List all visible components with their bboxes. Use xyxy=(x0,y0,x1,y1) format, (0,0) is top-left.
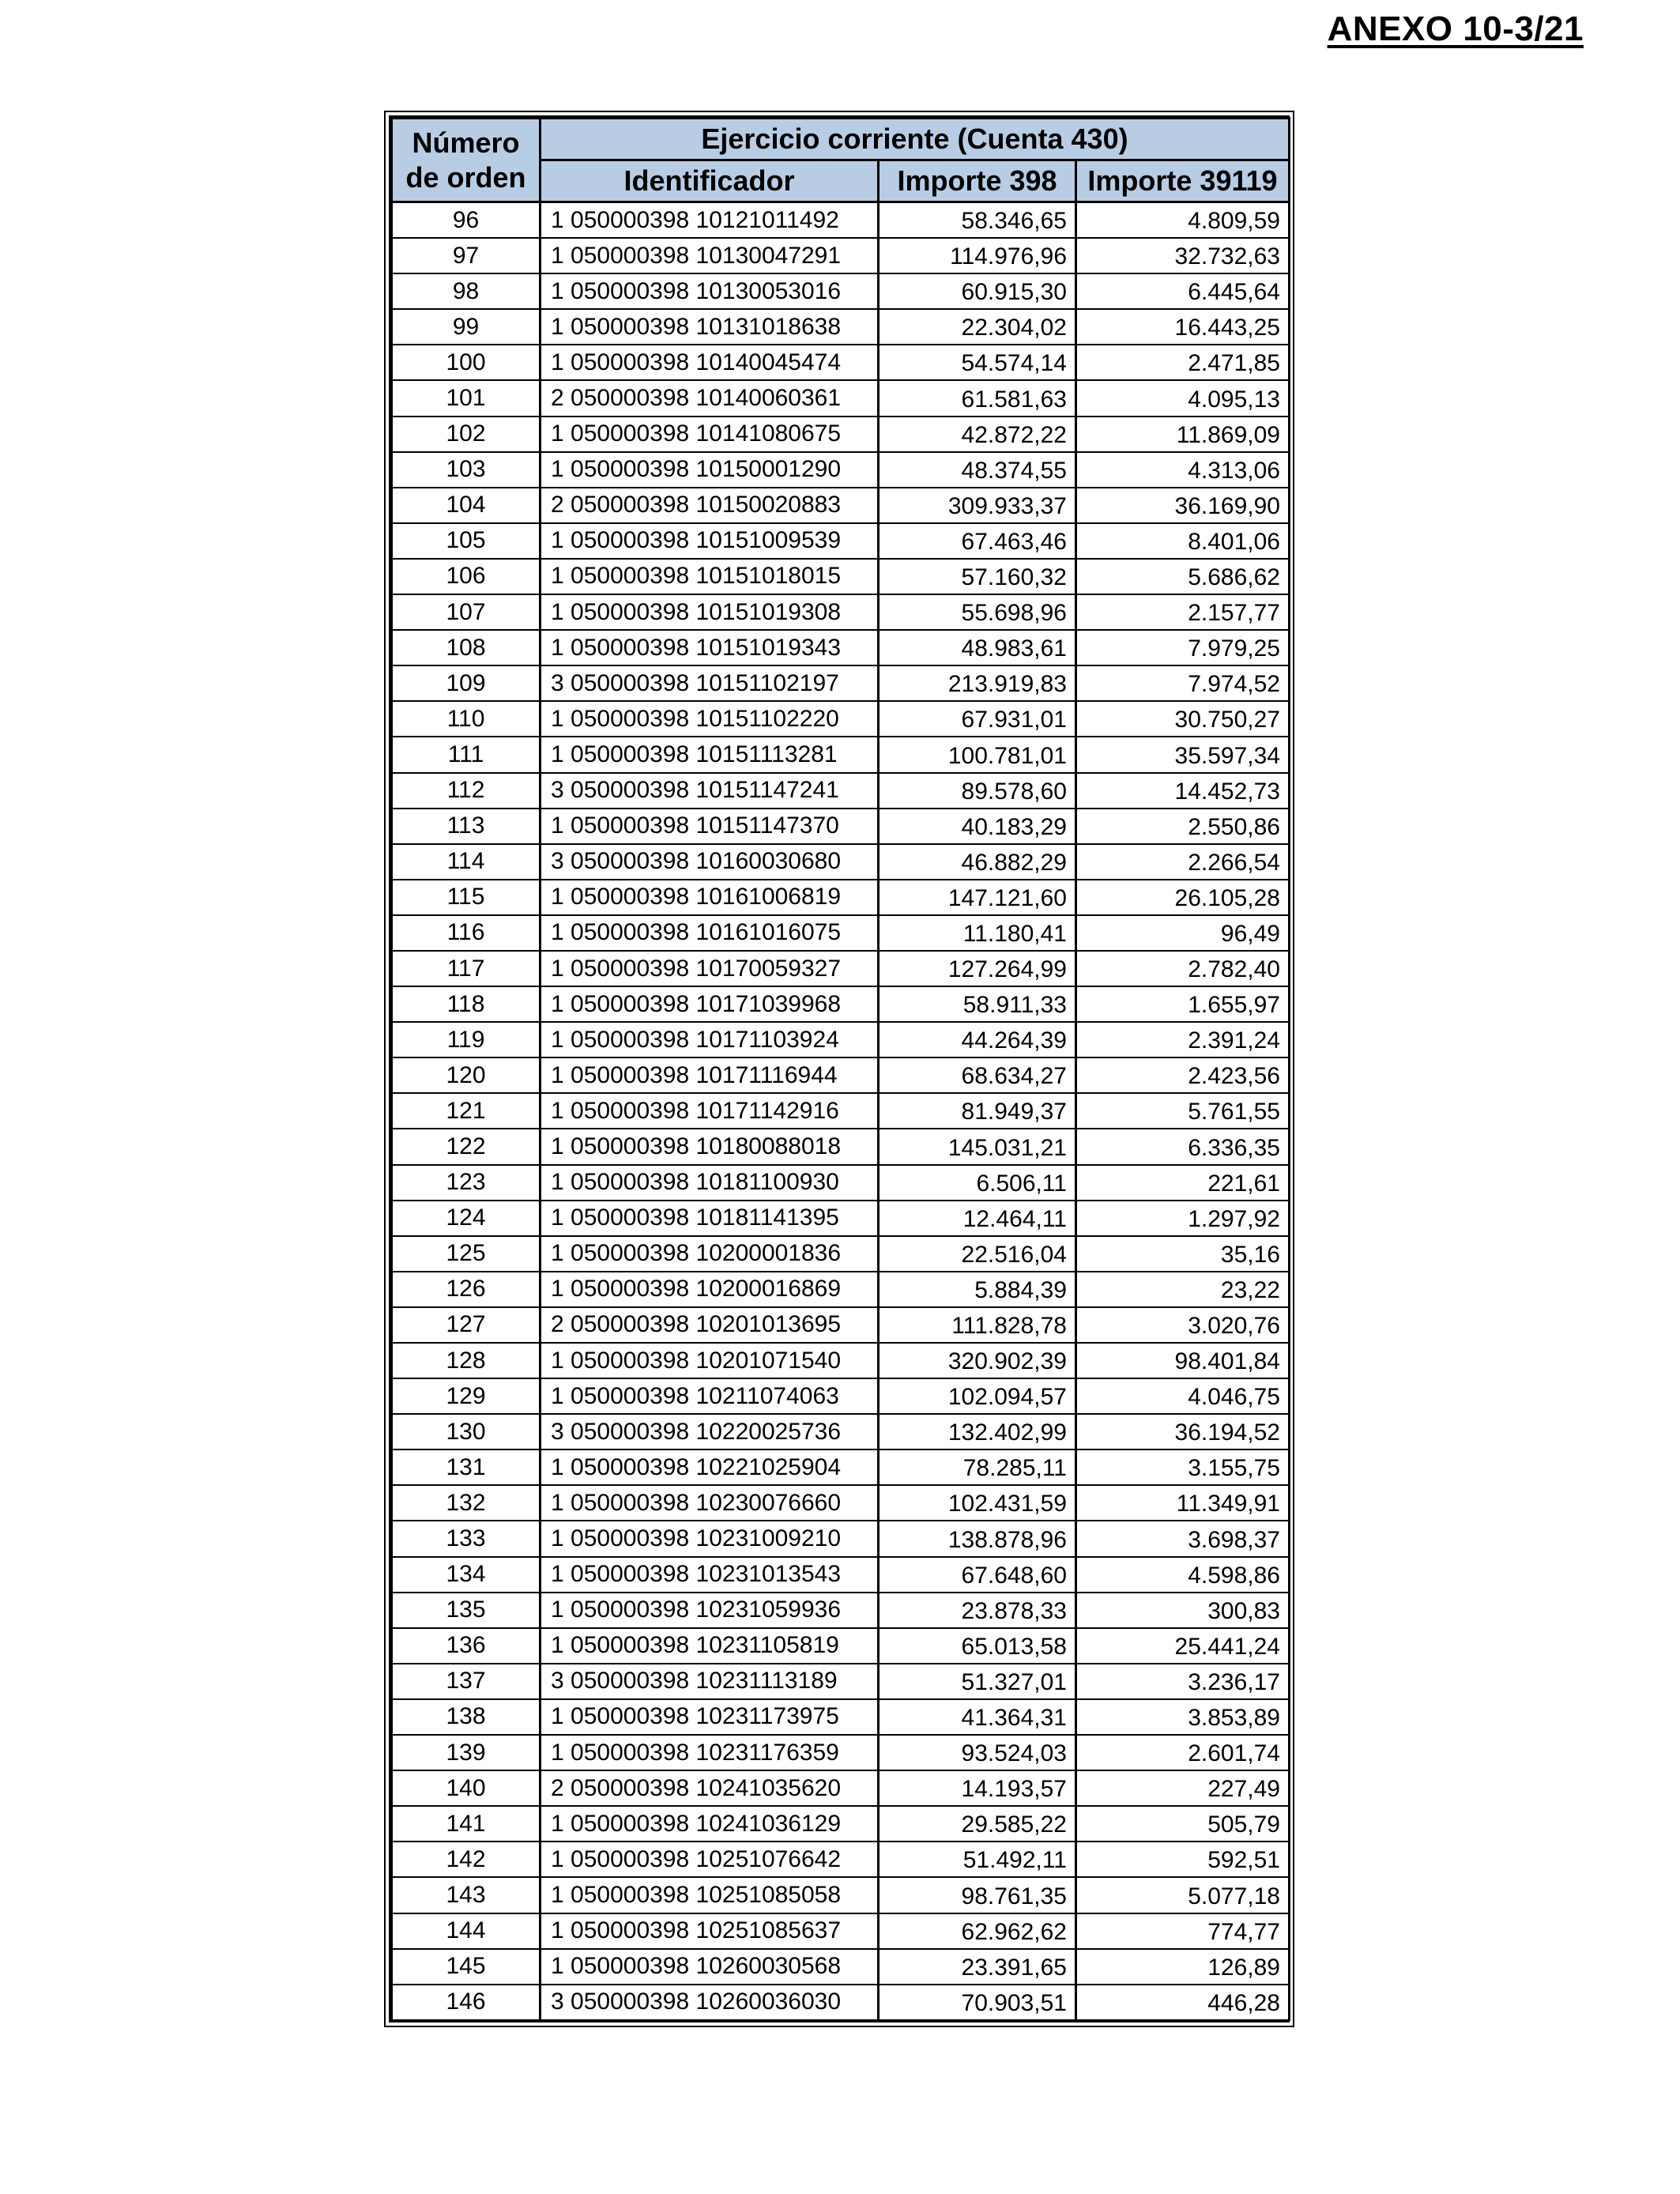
table-row xyxy=(392,1557,1290,1593)
header-group-title: Ejercicio corriente (Cuenta 430) xyxy=(541,119,1290,160)
cell-order-number: 98 xyxy=(392,273,541,309)
cell-amount-398: 67.463,46 xyxy=(879,523,1076,559)
table-row xyxy=(392,345,1290,380)
table-row xyxy=(392,773,1290,809)
cell-amount-39119: 2.471,85 xyxy=(1076,345,1290,380)
cell-identifier: 1 050000398 10161016075 xyxy=(541,915,879,951)
cell-amount-398: 46.882,29 xyxy=(879,844,1076,880)
table-row xyxy=(392,452,1290,488)
table-row xyxy=(392,630,1290,665)
cell-amount-39119: 4.313,06 xyxy=(1076,452,1290,488)
cell-amount-39119: 36.169,90 xyxy=(1076,488,1290,523)
cell-identifier: 1 050000398 10151018015 xyxy=(541,559,879,594)
cell-amount-39119: 5.077,18 xyxy=(1076,1877,1290,1913)
cell-identifier: 1 050000398 10181141395 xyxy=(541,1201,879,1236)
cell-identifier: 1 050000398 10231176359 xyxy=(541,1735,879,1770)
cell-identifier: 1 050000398 10151113281 xyxy=(541,737,879,772)
cell-amount-398: 145.031,21 xyxy=(879,1129,1076,1164)
cell-amount-398: 22.516,04 xyxy=(879,1236,1076,1272)
table-row xyxy=(392,1129,1290,1164)
cell-amount-39119: 2.391,24 xyxy=(1076,1022,1290,1057)
cell-identifier: 2 050000398 10150020883 xyxy=(541,488,879,523)
cell-identifier: 2 050000398 10241035620 xyxy=(541,1770,879,1806)
cell-amount-398: 78.285,11 xyxy=(879,1449,1076,1485)
cell-order-number: 108 xyxy=(392,630,541,665)
table-row xyxy=(392,1521,1290,1556)
cell-amount-398: 102.431,59 xyxy=(879,1485,1076,1521)
cell-identifier: 3 050000398 10260036030 xyxy=(541,1985,879,2020)
cell-amount-398: 41.364,31 xyxy=(879,1699,1076,1735)
cell-order-number: 123 xyxy=(392,1165,541,1201)
table-row xyxy=(392,1236,1290,1272)
cell-amount-398: 58.911,33 xyxy=(879,986,1076,1022)
table-row xyxy=(392,523,1290,559)
cell-identifier: 1 050000398 10171103924 xyxy=(541,1022,879,1057)
cell-amount-398: 23.391,65 xyxy=(879,1949,1076,1985)
cell-amount-398: 127.264,99 xyxy=(879,951,1076,986)
cell-identifier: 1 050000398 10221025904 xyxy=(541,1449,879,1485)
cell-amount-39119: 505,79 xyxy=(1076,1806,1290,1842)
cell-order-number: 118 xyxy=(392,986,541,1022)
cell-order-number: 100 xyxy=(392,345,541,380)
table-row xyxy=(392,1877,1290,1913)
cell-identifier: 2 050000398 10201013695 xyxy=(541,1307,879,1343)
cell-order-number: 105 xyxy=(392,523,541,559)
cell-identifier: 1 050000398 10241036129 xyxy=(541,1806,879,1842)
cell-identifier: 1 050000398 10231059936 xyxy=(541,1593,879,1628)
data-table-inner-frame xyxy=(389,115,1290,2022)
table-row xyxy=(392,238,1290,273)
cell-identifier: 1 050000398 10230076660 xyxy=(541,1485,879,1521)
cell-order-number: 109 xyxy=(392,665,541,701)
cell-amount-398: 81.949,37 xyxy=(879,1093,1076,1129)
cell-amount-39119: 5.761,55 xyxy=(1076,1093,1290,1129)
cell-identifier: 1 050000398 10211074063 xyxy=(541,1378,879,1414)
cell-amount-39119: 4.598,86 xyxy=(1076,1557,1290,1593)
cell-amount-39119: 14.452,73 xyxy=(1076,773,1290,809)
cell-amount-39119: 3.236,17 xyxy=(1076,1664,1290,1699)
cell-amount-39119: 8.401,06 xyxy=(1076,523,1290,559)
cell-order-number: 121 xyxy=(392,1093,541,1129)
cell-amount-398: 68.634,27 xyxy=(879,1057,1076,1093)
table-row xyxy=(392,273,1290,309)
table-row xyxy=(392,986,1290,1022)
cell-amount-398: 6.506,11 xyxy=(879,1165,1076,1201)
table-row xyxy=(392,1806,1290,1842)
cell-identifier: 1 050000398 10130047291 xyxy=(541,238,879,273)
cell-order-number: 142 xyxy=(392,1842,541,1877)
table-row xyxy=(392,380,1290,416)
cell-identifier: 1 050000398 10151147370 xyxy=(541,809,879,844)
table-row xyxy=(392,559,1290,594)
cell-amount-398: 61.581,63 xyxy=(879,380,1076,416)
cell-amount-398: 40.183,29 xyxy=(879,809,1076,844)
cell-identifier: 1 050000398 10171142916 xyxy=(541,1093,879,1129)
cell-amount-398: 48.983,61 xyxy=(879,630,1076,665)
cell-order-number: 104 xyxy=(392,488,541,523)
table-row xyxy=(392,1770,1290,1806)
cell-amount-398: 42.872,22 xyxy=(879,417,1076,452)
cell-amount-39119: 1.655,97 xyxy=(1076,986,1290,1022)
cell-identifier: 1 050000398 10200016869 xyxy=(541,1272,879,1307)
cell-amount-398: 14.193,57 xyxy=(879,1770,1076,1806)
table-row xyxy=(392,202,1290,239)
cell-amount-398: 51.492,11 xyxy=(879,1842,1076,1877)
cell-order-number: 131 xyxy=(392,1449,541,1485)
table-row xyxy=(392,737,1290,772)
cell-order-number: 140 xyxy=(392,1770,541,1806)
cell-order-number: 127 xyxy=(392,1307,541,1343)
cell-amount-398: 62.962,62 xyxy=(879,1913,1076,1949)
table-row xyxy=(392,1449,1290,1485)
cell-identifier: 1 050000398 10231013543 xyxy=(541,1557,879,1593)
cell-order-number: 120 xyxy=(392,1057,541,1093)
table-row xyxy=(392,1485,1290,1521)
cell-amount-398: 48.374,55 xyxy=(879,452,1076,488)
header-identifier: Identificador xyxy=(541,160,879,202)
table-row xyxy=(392,701,1290,737)
cell-identifier: 1 050000398 10260030568 xyxy=(541,1949,879,1985)
data-table-frame xyxy=(384,111,1294,2027)
cell-amount-39119: 2.601,74 xyxy=(1076,1735,1290,1770)
cell-order-number: 116 xyxy=(392,915,541,951)
cell-identifier: 1 050000398 10231105819 xyxy=(541,1628,879,1664)
cell-order-number: 129 xyxy=(392,1378,541,1414)
cell-amount-398: 213.919,83 xyxy=(879,665,1076,701)
cell-order-number: 101 xyxy=(392,380,541,416)
cell-order-number: 111 xyxy=(392,737,541,772)
cell-amount-39119: 6.445,64 xyxy=(1076,273,1290,309)
cell-amount-39119: 3.020,76 xyxy=(1076,1307,1290,1343)
cell-identifier: 1 050000398 10161006819 xyxy=(541,880,879,915)
table-row xyxy=(392,594,1290,630)
table-row xyxy=(392,809,1290,844)
header-amount-398: Importe 398 xyxy=(879,160,1076,202)
cell-identifier: 3 050000398 10151147241 xyxy=(541,773,879,809)
table-row xyxy=(392,1201,1290,1236)
table-row xyxy=(392,880,1290,915)
cell-order-number: 117 xyxy=(392,951,541,986)
annex-label: ANEXO 10-3/21 xyxy=(1327,9,1584,48)
cell-amount-39119: 7.974,52 xyxy=(1076,665,1290,701)
header-order-line2: de orden xyxy=(405,160,526,194)
cell-amount-398: 114.976,96 xyxy=(879,238,1076,273)
cell-amount-39119: 26.105,28 xyxy=(1076,880,1290,915)
cell-amount-398: 320.902,39 xyxy=(879,1343,1076,1378)
cell-order-number: 143 xyxy=(392,1877,541,1913)
table-row xyxy=(392,1949,1290,1985)
cell-amount-398: 22.304,02 xyxy=(879,309,1076,345)
cell-amount-39119: 446,28 xyxy=(1076,1985,1290,2020)
cell-amount-398: 58.346,65 xyxy=(879,202,1076,239)
cell-amount-398: 67.648,60 xyxy=(879,1557,1076,1593)
cell-amount-398: 309.933,37 xyxy=(879,488,1076,523)
cell-amount-39119: 11.869,09 xyxy=(1076,417,1290,452)
data-table xyxy=(390,117,1290,2021)
cell-amount-398: 93.524,03 xyxy=(879,1735,1076,1770)
cell-amount-39119: 126,89 xyxy=(1076,1949,1290,1985)
cell-amount-39119: 36.194,52 xyxy=(1076,1414,1290,1449)
cell-amount-39119: 221,61 xyxy=(1076,1165,1290,1201)
cell-amount-398: 57.160,32 xyxy=(879,559,1076,594)
cell-amount-398: 11.180,41 xyxy=(879,915,1076,951)
cell-amount-398: 23.878,33 xyxy=(879,1593,1076,1628)
cell-identifier: 1 050000398 10251085058 xyxy=(541,1877,879,1913)
cell-amount-39119: 5.686,62 xyxy=(1076,559,1290,594)
cell-amount-39119: 2.550,86 xyxy=(1076,809,1290,844)
cell-order-number: 124 xyxy=(392,1201,541,1236)
cell-order-number: 145 xyxy=(392,1949,541,1985)
cell-identifier: 1 050000398 10171039968 xyxy=(541,986,879,1022)
cell-amount-398: 54.574,14 xyxy=(879,345,1076,380)
cell-amount-39119: 2.266,54 xyxy=(1076,844,1290,880)
table-row xyxy=(392,1913,1290,1949)
cell-amount-39119: 4.809,59 xyxy=(1076,202,1290,239)
cell-order-number: 97 xyxy=(392,238,541,273)
cell-order-number: 96 xyxy=(392,202,541,239)
cell-identifier: 1 050000398 10151102220 xyxy=(541,701,879,737)
cell-identifier: 1 050000398 10141080675 xyxy=(541,417,879,452)
cell-amount-39119: 25.441,24 xyxy=(1076,1628,1290,1664)
cell-order-number: 137 xyxy=(392,1664,541,1699)
header-order-number xyxy=(392,119,541,202)
table-row xyxy=(392,1272,1290,1307)
cell-identifier: 1 050000398 10201071540 xyxy=(541,1343,879,1378)
cell-order-number: 119 xyxy=(392,1022,541,1057)
cell-order-number: 135 xyxy=(392,1593,541,1628)
cell-identifier: 3 050000398 10151102197 xyxy=(541,665,879,701)
cell-identifier: 1 050000398 10131018638 xyxy=(541,309,879,345)
cell-order-number: 114 xyxy=(392,844,541,880)
cell-amount-398: 147.121,60 xyxy=(879,880,1076,915)
cell-amount-39119: 774,77 xyxy=(1076,1913,1290,1949)
table-row xyxy=(392,1057,1290,1093)
cell-identifier: 1 050000398 10151019343 xyxy=(541,630,879,665)
cell-identifier: 1 050000398 10171116944 xyxy=(541,1057,879,1093)
cell-amount-39119: 6.336,35 xyxy=(1076,1129,1290,1164)
cell-amount-398: 65.013,58 xyxy=(879,1628,1076,1664)
cell-identifier: 1 050000398 10130053016 xyxy=(541,273,879,309)
table-row xyxy=(392,951,1290,986)
cell-order-number: 132 xyxy=(392,1485,541,1521)
cell-identifier: 1 050000398 10170059327 xyxy=(541,951,879,986)
cell-amount-398: 98.761,35 xyxy=(879,1877,1076,1913)
table-row xyxy=(392,1343,1290,1378)
table-row xyxy=(392,1414,1290,1449)
cell-order-number: 125 xyxy=(392,1236,541,1272)
cell-order-number: 113 xyxy=(392,809,541,844)
cell-amount-39119: 3.155,75 xyxy=(1076,1449,1290,1485)
cell-order-number: 107 xyxy=(392,594,541,630)
cell-amount-39119: 300,83 xyxy=(1076,1593,1290,1628)
cell-identifier: 1 050000398 10251076642 xyxy=(541,1842,879,1877)
cell-identifier: 1 050000398 10151019308 xyxy=(541,594,879,630)
cell-identifier: 1 050000398 10150001290 xyxy=(541,452,879,488)
cell-order-number: 126 xyxy=(392,1272,541,1307)
table-row xyxy=(392,1985,1290,2020)
table-body xyxy=(392,202,1290,2020)
cell-amount-398: 67.931,01 xyxy=(879,701,1076,737)
cell-amount-39119: 2.157,77 xyxy=(1076,594,1290,630)
cell-amount-398: 100.781,01 xyxy=(879,737,1076,772)
cell-identifier: 1 050000398 10181100930 xyxy=(541,1165,879,1201)
cell-order-number: 128 xyxy=(392,1343,541,1378)
cell-amount-398: 44.264,39 xyxy=(879,1022,1076,1057)
cell-order-number: 115 xyxy=(392,880,541,915)
cell-order-number: 103 xyxy=(392,452,541,488)
cell-amount-39119: 3.698,37 xyxy=(1076,1521,1290,1556)
cell-amount-39119: 2.423,56 xyxy=(1076,1057,1290,1093)
cell-amount-398: 132.402,99 xyxy=(879,1414,1076,1449)
cell-amount-39119: 7.979,25 xyxy=(1076,630,1290,665)
header-order-line1: Número xyxy=(412,126,520,159)
table-row xyxy=(392,665,1290,701)
cell-amount-39119: 32.732,63 xyxy=(1076,238,1290,273)
cell-amount-39119: 96,49 xyxy=(1076,915,1290,951)
cell-identifier: 1 050000398 10231173975 xyxy=(541,1699,879,1735)
cell-amount-398: 5.884,39 xyxy=(879,1272,1076,1307)
table-header xyxy=(392,119,1290,202)
table-row xyxy=(392,417,1290,452)
cell-amount-39119: 16.443,25 xyxy=(1076,309,1290,345)
cell-amount-398: 102.094,57 xyxy=(879,1378,1076,1414)
cell-amount-39119: 2.782,40 xyxy=(1076,951,1290,986)
cell-identifier: 3 050000398 10160030680 xyxy=(541,844,879,880)
cell-order-number: 136 xyxy=(392,1628,541,1664)
table-row xyxy=(392,1165,1290,1201)
cell-identifier: 3 050000398 10231113189 xyxy=(541,1664,879,1699)
cell-amount-398: 29.585,22 xyxy=(879,1806,1076,1842)
table-row xyxy=(392,1022,1290,1057)
cell-amount-39119: 227,49 xyxy=(1076,1770,1290,1806)
cell-order-number: 102 xyxy=(392,417,541,452)
cell-order-number: 144 xyxy=(392,1913,541,1949)
cell-amount-39119: 23,22 xyxy=(1076,1272,1290,1307)
cell-order-number: 122 xyxy=(392,1129,541,1164)
table-row xyxy=(392,844,1290,880)
header-amount-39119: Importe 39119 xyxy=(1076,160,1290,202)
table-row xyxy=(392,1093,1290,1129)
cell-amount-39119: 1.297,92 xyxy=(1076,1201,1290,1236)
table-row xyxy=(392,1378,1290,1414)
table-row xyxy=(392,309,1290,345)
cell-order-number: 139 xyxy=(392,1735,541,1770)
cell-amount-39119: 4.046,75 xyxy=(1076,1378,1290,1414)
table-row xyxy=(392,1699,1290,1735)
cell-order-number: 146 xyxy=(392,1985,541,2020)
cell-order-number: 130 xyxy=(392,1414,541,1449)
cell-identifier: 1 050000398 10180088018 xyxy=(541,1129,879,1164)
table-row xyxy=(392,1307,1290,1343)
table-row xyxy=(392,1842,1290,1877)
cell-identifier: 3 050000398 10220025736 xyxy=(541,1414,879,1449)
cell-order-number: 112 xyxy=(392,773,541,809)
cell-order-number: 141 xyxy=(392,1806,541,1842)
cell-identifier: 1 050000398 10121011492 xyxy=(541,202,879,239)
table-row xyxy=(392,1735,1290,1770)
cell-order-number: 110 xyxy=(392,701,541,737)
cell-amount-39119: 35,16 xyxy=(1076,1236,1290,1272)
cell-amount-398: 51.327,01 xyxy=(879,1664,1076,1699)
table-row xyxy=(392,1664,1290,1699)
cell-order-number: 133 xyxy=(392,1521,541,1556)
table-row xyxy=(392,488,1290,523)
cell-amount-39119: 592,51 xyxy=(1076,1842,1290,1877)
cell-amount-39119: 3.853,89 xyxy=(1076,1699,1290,1735)
table-row xyxy=(392,1628,1290,1664)
cell-amount-398: 12.464,11 xyxy=(879,1201,1076,1236)
cell-identifier: 1 050000398 10140045474 xyxy=(541,345,879,380)
cell-amount-398: 111.828,78 xyxy=(879,1307,1076,1343)
cell-amount-39119: 30.750,27 xyxy=(1076,701,1290,737)
cell-order-number: 99 xyxy=(392,309,541,345)
cell-identifier: 2 050000398 10140060361 xyxy=(541,380,879,416)
cell-identifier: 1 050000398 10251085637 xyxy=(541,1913,879,1949)
cell-identifier: 1 050000398 10200001836 xyxy=(541,1236,879,1272)
cell-amount-398: 55.698,96 xyxy=(879,594,1076,630)
cell-amount-398: 70.903,51 xyxy=(879,1985,1076,2020)
cell-amount-39119: 11.349,91 xyxy=(1076,1485,1290,1521)
cell-order-number: 138 xyxy=(392,1699,541,1735)
cell-amount-398: 89.578,60 xyxy=(879,773,1076,809)
cell-identifier: 1 050000398 10231009210 xyxy=(541,1521,879,1556)
cell-amount-39119: 35.597,34 xyxy=(1076,737,1290,772)
cell-amount-398: 60.915,30 xyxy=(879,273,1076,309)
table-row xyxy=(392,1593,1290,1628)
cell-order-number: 134 xyxy=(392,1557,541,1593)
cell-amount-39119: 98.401,84 xyxy=(1076,1343,1290,1378)
cell-order-number: 106 xyxy=(392,559,541,594)
cell-amount-398: 138.878,96 xyxy=(879,1521,1076,1556)
cell-identifier: 1 050000398 10151009539 xyxy=(541,523,879,559)
table-row xyxy=(392,915,1290,951)
cell-amount-39119: 4.095,13 xyxy=(1076,380,1290,416)
